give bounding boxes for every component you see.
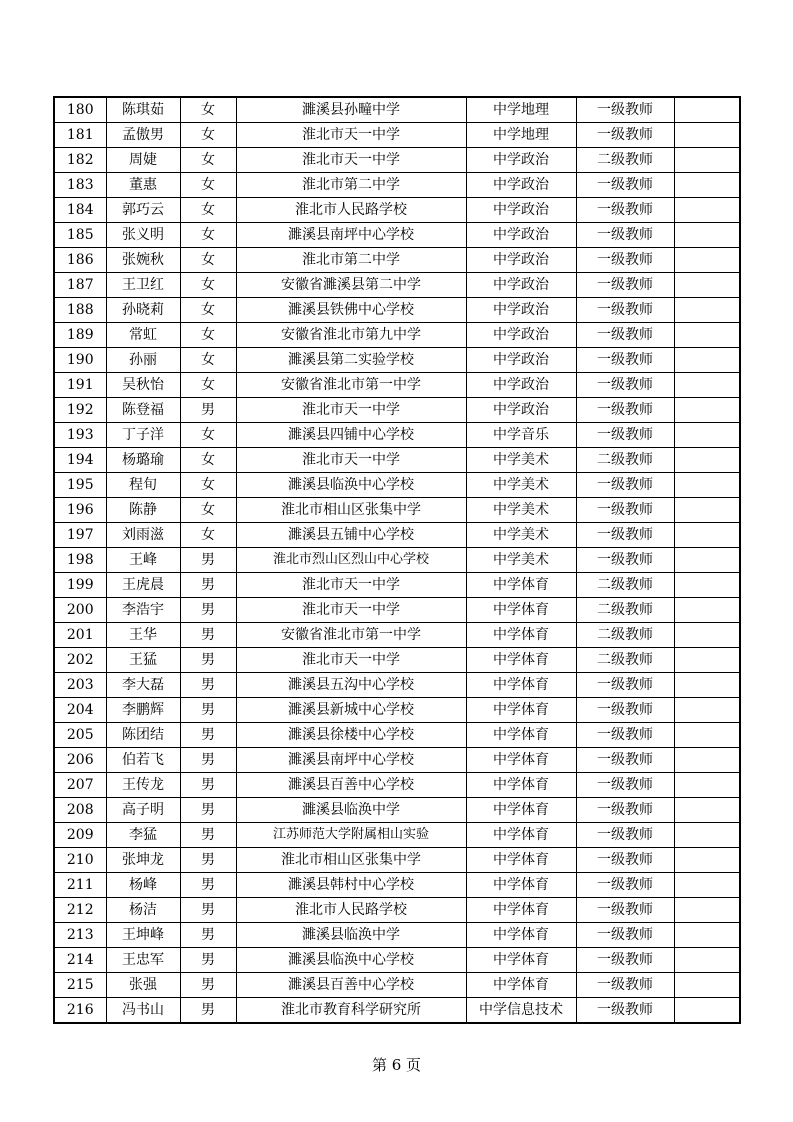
school-name-cell: 淮北市天一中学 <box>236 448 466 473</box>
subject-cell: 中学政治 <box>466 173 576 198</box>
title-level-cell: 一级教师 <box>576 973 674 998</box>
gender-cell: 男 <box>180 573 236 598</box>
remarks-cell <box>674 698 740 723</box>
subject-cell: 中学地理 <box>466 97 576 123</box>
remarks-cell <box>674 623 740 648</box>
gender-cell: 男 <box>180 923 236 948</box>
title-level-cell: 一级教师 <box>576 748 674 773</box>
subject-cell: 中学体育 <box>466 623 576 648</box>
table-row <box>54 923 740 948</box>
subject-cell: 中学美术 <box>466 473 576 498</box>
row-number-cell: 184 <box>54 198 106 223</box>
title-level-cell: 一级教师 <box>576 823 674 848</box>
subject-cell: 中学体育 <box>466 848 576 873</box>
subject-cell: 中学政治 <box>466 323 576 348</box>
school-name-cell: 濉溪县百善中心学校 <box>236 973 466 998</box>
gender-cell: 女 <box>180 273 236 298</box>
remarks-cell <box>674 548 740 573</box>
remarks-cell <box>674 123 740 148</box>
row-number-cell: 202 <box>54 648 106 673</box>
table-row <box>54 848 740 873</box>
remarks-cell <box>674 973 740 998</box>
gender-cell: 女 <box>180 248 236 273</box>
subject-cell: 中学信息技术 <box>466 998 576 1024</box>
subject-cell: 中学体育 <box>466 748 576 773</box>
row-number-cell: 216 <box>54 998 106 1024</box>
row-number-cell: 194 <box>54 448 106 473</box>
gender-cell: 男 <box>180 973 236 998</box>
subject-cell: 中学政治 <box>466 223 576 248</box>
remarks-cell <box>674 223 740 248</box>
table-row <box>54 273 740 298</box>
school-name-cell: 淮北市相山区张集中学 <box>236 848 466 873</box>
school-name-cell: 淮北市人民路学校 <box>236 198 466 223</box>
teacher-name-cell: 王传龙 <box>106 773 180 798</box>
school-name-cell: 安徽省淮北市第九中学 <box>236 323 466 348</box>
remarks-cell <box>674 423 740 448</box>
subject-cell: 中学音乐 <box>466 423 576 448</box>
row-number-cell: 213 <box>54 923 106 948</box>
teacher-name-cell: 李大磊 <box>106 673 180 698</box>
subject-cell: 中学政治 <box>466 248 576 273</box>
row-number-cell: 193 <box>54 423 106 448</box>
row-number-cell: 212 <box>54 898 106 923</box>
row-number-cell: 214 <box>54 948 106 973</box>
teacher-name-cell: 陈静 <box>106 498 180 523</box>
row-number-cell: 196 <box>54 498 106 523</box>
title-level-cell: 一级教师 <box>576 97 674 123</box>
title-level-cell: 一级教师 <box>576 373 674 398</box>
subject-cell: 中学体育 <box>466 698 576 723</box>
table-row <box>54 948 740 973</box>
row-number-cell: 189 <box>54 323 106 348</box>
subject-cell: 中学政治 <box>466 148 576 173</box>
subject-cell: 中学体育 <box>466 973 576 998</box>
teacher-name-cell: 王华 <box>106 623 180 648</box>
row-number-cell: 209 <box>54 823 106 848</box>
row-number-cell: 201 <box>54 623 106 648</box>
gender-cell: 女 <box>180 223 236 248</box>
remarks-cell <box>674 923 740 948</box>
table-row <box>54 148 740 173</box>
table-row <box>54 498 740 523</box>
remarks-cell <box>674 173 740 198</box>
title-level-cell: 一级教师 <box>576 398 674 423</box>
teacher-name-cell: 冯书山 <box>106 998 180 1024</box>
row-number-cell: 195 <box>54 473 106 498</box>
subject-cell: 中学体育 <box>466 573 576 598</box>
title-level-cell: 二级教师 <box>576 598 674 623</box>
title-level-cell: 一级教师 <box>576 173 674 198</box>
row-number-cell: 183 <box>54 173 106 198</box>
title-level-cell: 一级教师 <box>576 848 674 873</box>
gender-cell: 男 <box>180 648 236 673</box>
gender-cell: 女 <box>180 348 236 373</box>
table-row <box>54 123 740 148</box>
subject-cell: 中学美术 <box>466 523 576 548</box>
table-row <box>54 623 740 648</box>
title-level-cell: 一级教师 <box>576 548 674 573</box>
remarks-cell <box>674 348 740 373</box>
title-level-cell: 一级教师 <box>576 248 674 273</box>
teacher-name-cell: 高子明 <box>106 798 180 823</box>
gender-cell: 男 <box>180 673 236 698</box>
teacher-name-cell: 孙丽 <box>106 348 180 373</box>
gender-cell: 女 <box>180 123 236 148</box>
gender-cell: 男 <box>180 898 236 923</box>
teacher-name-cell: 李猛 <box>106 823 180 848</box>
subject-cell: 中学体育 <box>466 773 576 798</box>
gender-cell: 男 <box>180 698 236 723</box>
row-number-cell: 197 <box>54 523 106 548</box>
gender-cell: 男 <box>180 998 236 1024</box>
teacher-name-cell: 王虎晨 <box>106 573 180 598</box>
page-number: 第 6 页 <box>371 1056 422 1074</box>
gender-cell: 女 <box>180 198 236 223</box>
row-number-cell: 215 <box>54 973 106 998</box>
subject-cell: 中学美术 <box>466 448 576 473</box>
school-name-cell: 濉溪县南坪中心学校 <box>236 223 466 248</box>
teacher-name-cell: 王忠军 <box>106 948 180 973</box>
row-number-cell: 210 <box>54 848 106 873</box>
teacher-name-cell: 张强 <box>106 973 180 998</box>
title-level-cell: 一级教师 <box>576 948 674 973</box>
table-row <box>54 898 740 923</box>
remarks-cell <box>674 373 740 398</box>
title-level-cell: 一级教师 <box>576 898 674 923</box>
row-number-cell: 190 <box>54 348 106 373</box>
subject-cell: 中学地理 <box>466 123 576 148</box>
teacher-name-cell: 杨峰 <box>106 873 180 898</box>
teacher-name-cell: 丁子洋 <box>106 423 180 448</box>
remarks-cell <box>674 473 740 498</box>
table-row <box>54 398 740 423</box>
teacher-name-cell: 刘雨滋 <box>106 523 180 548</box>
gender-cell: 男 <box>180 723 236 748</box>
remarks-cell <box>674 498 740 523</box>
row-number-cell: 208 <box>54 798 106 823</box>
subject-cell: 中学体育 <box>466 823 576 848</box>
subject-cell: 中学政治 <box>466 348 576 373</box>
school-name-cell: 淮北市相山区张集中学 <box>236 498 466 523</box>
teacher-name-cell: 王卫红 <box>106 273 180 298</box>
teacher-name-cell: 郭巧云 <box>106 198 180 223</box>
row-number-cell: 198 <box>54 548 106 573</box>
table-row <box>54 523 740 548</box>
table-row <box>54 698 740 723</box>
school-name-cell: 濉溪县孙疃中学 <box>236 97 466 123</box>
title-level-cell: 一级教师 <box>576 223 674 248</box>
subject-cell: 中学体育 <box>466 898 576 923</box>
remarks-cell <box>674 873 740 898</box>
subject-cell: 中学美术 <box>466 498 576 523</box>
school-name-cell: 濉溪县临涣中心学校 <box>236 473 466 498</box>
subject-cell: 中学政治 <box>466 198 576 223</box>
teacher-name-cell: 李浩宇 <box>106 598 180 623</box>
title-level-cell: 一级教师 <box>576 473 674 498</box>
title-level-cell: 一级教师 <box>576 123 674 148</box>
school-name-cell: 淮北市天一中学 <box>236 148 466 173</box>
school-name-cell: 濉溪县临涣中心学校 <box>236 948 466 973</box>
table-row <box>54 248 740 273</box>
remarks-cell <box>674 523 740 548</box>
teacher-name-cell: 孟傲男 <box>106 123 180 148</box>
remarks-cell <box>674 948 740 973</box>
remarks-cell <box>674 798 740 823</box>
roster-body <box>54 97 740 1023</box>
school-name-cell: 濉溪县南坪中心学校 <box>236 748 466 773</box>
school-name-cell: 安徽省濉溪县第二中学 <box>236 273 466 298</box>
school-name-cell: 淮北市第二中学 <box>236 173 466 198</box>
title-level-cell: 二级教师 <box>576 448 674 473</box>
subject-cell: 中学政治 <box>466 373 576 398</box>
teacher-name-cell: 王峰 <box>106 548 180 573</box>
school-name-cell: 淮北市天一中学 <box>236 648 466 673</box>
teacher-name-cell: 孙晓莉 <box>106 298 180 323</box>
subject-cell: 中学体育 <box>466 873 576 898</box>
teacher-name-cell: 程旬 <box>106 473 180 498</box>
school-name-cell: 濉溪县临涣中学 <box>236 798 466 823</box>
gender-cell: 男 <box>180 773 236 798</box>
remarks-cell <box>674 398 740 423</box>
remarks-cell <box>674 298 740 323</box>
school-name-cell: 安徽省淮北市第一中学 <box>236 373 466 398</box>
table-row <box>54 773 740 798</box>
gender-cell: 女 <box>180 148 236 173</box>
table-row <box>54 723 740 748</box>
subject-cell: 中学美术 <box>466 548 576 573</box>
gender-cell: 女 <box>180 97 236 123</box>
teacher-name-cell: 周婕 <box>106 148 180 173</box>
school-name-cell: 安徽省淮北市第一中学 <box>236 623 466 648</box>
row-number-cell: 181 <box>54 123 106 148</box>
gender-cell: 女 <box>180 323 236 348</box>
teacher-name-cell: 吴秋怡 <box>106 373 180 398</box>
title-level-cell: 一级教师 <box>576 723 674 748</box>
table-row <box>54 573 740 598</box>
title-level-cell: 一级教师 <box>576 423 674 448</box>
remarks-cell <box>674 673 740 698</box>
school-name-cell: 淮北市教育科学研究所 <box>236 998 466 1024</box>
remarks-cell <box>674 773 740 798</box>
table-row <box>54 648 740 673</box>
gender-cell: 男 <box>180 823 236 848</box>
subject-cell: 中学体育 <box>466 673 576 698</box>
remarks-cell <box>674 323 740 348</box>
gender-cell: 男 <box>180 948 236 973</box>
title-level-cell: 一级教师 <box>576 273 674 298</box>
row-number-cell: 186 <box>54 248 106 273</box>
subject-cell: 中学体育 <box>466 948 576 973</box>
school-name-cell: 濉溪县铁佛中心学校 <box>236 298 466 323</box>
school-name-cell: 濉溪县第二实验学校 <box>236 348 466 373</box>
school-name-cell: 濉溪县新城中心学校 <box>236 698 466 723</box>
table-row <box>54 973 740 998</box>
title-level-cell: 一级教师 <box>576 298 674 323</box>
remarks-cell <box>674 273 740 298</box>
remarks-cell <box>674 848 740 873</box>
row-number-cell: 203 <box>54 673 106 698</box>
title-level-cell: 一级教师 <box>576 523 674 548</box>
title-level-cell: 一级教师 <box>576 873 674 898</box>
table-row <box>54 873 740 898</box>
teacher-name-cell: 董惠 <box>106 173 180 198</box>
teacher-name-cell: 张义明 <box>106 223 180 248</box>
remarks-cell <box>674 448 740 473</box>
school-name-cell: 濉溪县五沟中心学校 <box>236 673 466 698</box>
remarks-cell <box>674 598 740 623</box>
school-name-cell: 濉溪县五铺中心学校 <box>236 523 466 548</box>
school-name-cell: 淮北市人民路学校 <box>236 898 466 923</box>
school-name-cell: 濉溪县百善中心学校 <box>236 773 466 798</box>
subject-cell: 中学体育 <box>466 598 576 623</box>
teacher-name-cell: 李鹏辉 <box>106 698 180 723</box>
title-level-cell: 一级教师 <box>576 923 674 948</box>
remarks-cell <box>674 148 740 173</box>
remarks-cell <box>674 748 740 773</box>
teacher-name-cell: 陈团结 <box>106 723 180 748</box>
gender-cell: 男 <box>180 598 236 623</box>
teacher-name-cell: 陈琪茹 <box>106 97 180 123</box>
table-row <box>54 198 740 223</box>
title-level-cell: 一级教师 <box>576 348 674 373</box>
subject-cell: 中学政治 <box>466 298 576 323</box>
school-name-cell: 淮北市天一中学 <box>236 398 466 423</box>
gender-cell: 女 <box>180 498 236 523</box>
table-row <box>54 548 740 573</box>
teacher-name-cell: 常虹 <box>106 323 180 348</box>
teacher-name-cell: 张婉秋 <box>106 248 180 273</box>
remarks-cell <box>674 573 740 598</box>
table-row <box>54 323 740 348</box>
table-row <box>54 448 740 473</box>
table-row <box>54 348 740 373</box>
subject-cell: 中学体育 <box>466 723 576 748</box>
teacher-name-cell: 伯若飞 <box>106 748 180 773</box>
table-row <box>54 223 740 248</box>
title-level-cell: 一级教师 <box>576 698 674 723</box>
title-level-cell: 一级教师 <box>576 498 674 523</box>
remarks-cell <box>674 648 740 673</box>
teacher-name-cell: 王坤峰 <box>106 923 180 948</box>
teacher-name-cell: 杨璐瑜 <box>106 448 180 473</box>
table-row <box>54 598 740 623</box>
row-number-cell: 211 <box>54 873 106 898</box>
row-number-cell: 191 <box>54 373 106 398</box>
table-row <box>54 373 740 398</box>
table-row <box>54 673 740 698</box>
subject-cell: 中学政治 <box>466 398 576 423</box>
gender-cell: 男 <box>180 873 236 898</box>
title-level-cell: 一级教师 <box>576 198 674 223</box>
row-number-cell: 187 <box>54 273 106 298</box>
row-number-cell: 207 <box>54 773 106 798</box>
table-row <box>54 473 740 498</box>
school-name-cell: 濉溪县临涣中学 <box>236 923 466 948</box>
school-name-cell: 淮北市第二中学 <box>236 248 466 273</box>
title-level-cell: 一级教师 <box>576 323 674 348</box>
gender-cell: 女 <box>180 448 236 473</box>
row-number-cell: 199 <box>54 573 106 598</box>
subject-cell: 中学体育 <box>466 923 576 948</box>
row-number-cell: 200 <box>54 598 106 623</box>
gender-cell: 男 <box>180 798 236 823</box>
table-row <box>54 998 740 1024</box>
gender-cell: 女 <box>180 373 236 398</box>
gender-cell: 女 <box>180 173 236 198</box>
teacher-name-cell: 陈登福 <box>106 398 180 423</box>
gender-cell: 女 <box>180 423 236 448</box>
teacher-roster-table <box>53 96 741 1024</box>
teacher-name-cell: 张坤龙 <box>106 848 180 873</box>
title-level-cell: 一级教师 <box>576 773 674 798</box>
title-level-cell: 二级教师 <box>576 573 674 598</box>
school-name-cell: 濉溪县韩村中心学校 <box>236 873 466 898</box>
gender-cell: 男 <box>180 398 236 423</box>
school-name-cell: 濉溪县四铺中心学校 <box>236 423 466 448</box>
table-row <box>54 748 740 773</box>
subject-cell: 中学政治 <box>466 273 576 298</box>
remarks-cell <box>674 823 740 848</box>
table-row <box>54 298 740 323</box>
row-number-cell: 185 <box>54 223 106 248</box>
subject-cell: 中学体育 <box>466 648 576 673</box>
school-name-cell: 江苏师范大学附属相山实验 <box>236 823 466 848</box>
table-row <box>54 798 740 823</box>
remarks-cell <box>674 898 740 923</box>
remarks-cell <box>674 198 740 223</box>
row-number-cell: 182 <box>54 148 106 173</box>
remarks-cell <box>674 723 740 748</box>
remarks-cell <box>674 248 740 273</box>
row-number-cell: 180 <box>54 97 106 123</box>
title-level-cell: 一级教师 <box>576 673 674 698</box>
subject-cell: 中学体育 <box>466 798 576 823</box>
school-name-cell: 濉溪县徐楼中心学校 <box>236 723 466 748</box>
school-name-cell: 淮北市烈山区烈山中心学校 <box>236 548 466 573</box>
remarks-cell <box>674 97 740 123</box>
gender-cell: 女 <box>180 523 236 548</box>
title-level-cell: 二级教师 <box>576 648 674 673</box>
gender-cell: 男 <box>180 848 236 873</box>
table-row <box>54 173 740 198</box>
school-name-cell: 淮北市天一中学 <box>236 123 466 148</box>
table-row <box>54 823 740 848</box>
table-row <box>54 97 740 123</box>
gender-cell: 女 <box>180 473 236 498</box>
gender-cell: 女 <box>180 298 236 323</box>
title-level-cell: 一级教师 <box>576 998 674 1024</box>
row-number-cell: 206 <box>54 748 106 773</box>
table-row <box>54 423 740 448</box>
title-level-cell: 一级教师 <box>576 798 674 823</box>
gender-cell: 男 <box>180 748 236 773</box>
title-level-cell: 二级教师 <box>576 623 674 648</box>
row-number-cell: 204 <box>54 698 106 723</box>
school-name-cell: 淮北市天一中学 <box>236 573 466 598</box>
row-number-cell: 188 <box>54 298 106 323</box>
row-number-cell: 192 <box>54 398 106 423</box>
teacher-name-cell: 王猛 <box>106 648 180 673</box>
gender-cell: 男 <box>180 548 236 573</box>
school-name-cell: 淮北市天一中学 <box>236 598 466 623</box>
teacher-name-cell: 杨洁 <box>106 898 180 923</box>
remarks-cell <box>674 998 740 1024</box>
row-number-cell: 205 <box>54 723 106 748</box>
gender-cell: 男 <box>180 623 236 648</box>
title-level-cell: 二级教师 <box>576 148 674 173</box>
